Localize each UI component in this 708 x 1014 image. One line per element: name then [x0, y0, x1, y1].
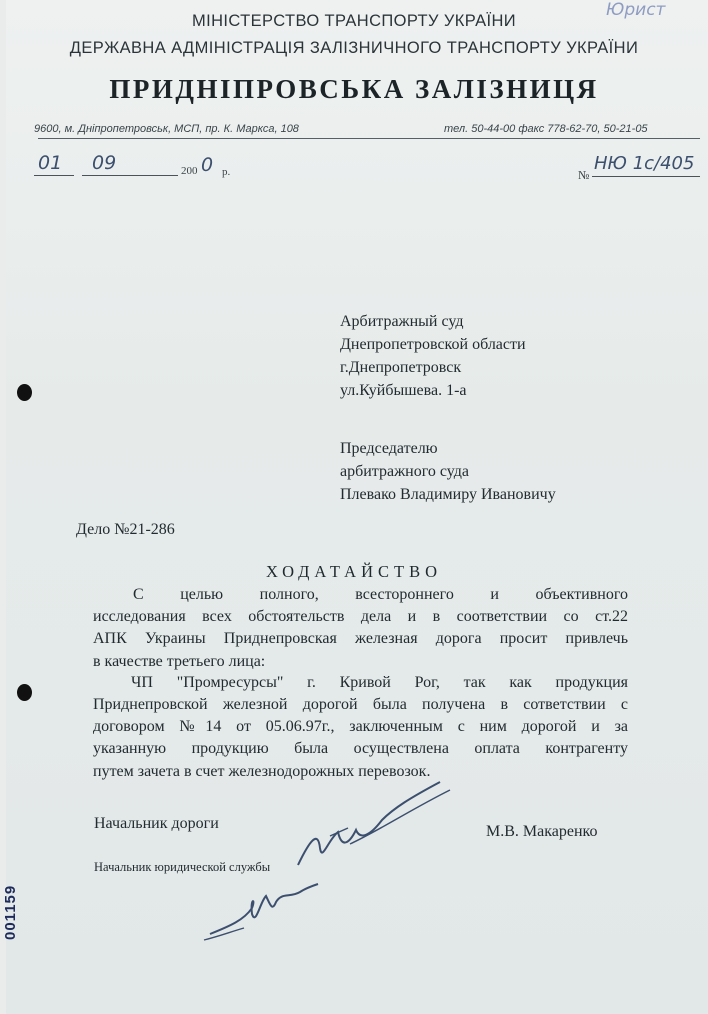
punch-hole-top — [17, 384, 32, 401]
date-year-unit: р. — [222, 166, 231, 178]
body-line: путем зачета в счет железнодорожных перевозок. — [93, 763, 431, 780]
body-line: исследования всех обстоятельств дела и в соответствии со ст.22 — [93, 608, 628, 625]
date-year-prefix: 200 — [181, 165, 198, 177]
number-prefix: № — [578, 168, 590, 182]
railway-name: ПРИДНІПРОВСЬКА ЗАЛІЗНИЦЯ — [109, 74, 599, 104]
chair-court: арбитражного суда — [340, 463, 469, 480]
chief-name: М.В. Макаренко — [486, 823, 598, 840]
chief-title: Начальник дороги — [94, 815, 219, 832]
punch-hole-bottom — [17, 684, 32, 701]
phones: тел. 50-44-00 факс 778-62-70, 50-21-05 — [444, 123, 648, 135]
document-title: ХОДАТАЙСТВО — [266, 562, 442, 581]
header-rule — [38, 138, 700, 139]
number-underline — [592, 176, 700, 177]
address: 9600, м. Дніпропетровськ, МСП, пр. К. Маркса, 108 — [34, 123, 299, 135]
body-line: в качестве третьего лица: — [93, 653, 266, 670]
chair-title: Председателю — [340, 440, 438, 457]
body-line: АПК Украины Приднепровская железная дорога просит привлечь — [93, 630, 628, 647]
date-year-suffix: 0 — [201, 154, 214, 176]
addressee-street: ул.Куйбышева. 1-а — [340, 382, 467, 399]
case-number: Дело №21-286 — [76, 521, 175, 538]
addressee-region: Днепропетровской области — [340, 336, 526, 353]
body-line: указанную продукцию была осуществлена оплата контрагенту — [93, 740, 628, 757]
document-id-stamp: 001159 — [2, 884, 19, 940]
chief-signature — [290, 770, 460, 880]
addressee-court: Арбитражный суд — [340, 313, 464, 330]
body-line: С целью полного, всестороннего и объективного — [133, 586, 628, 603]
date-month-underline — [82, 175, 178, 176]
legal-signature — [200, 868, 320, 948]
body-line: ЧП "Промресурсы" г. Кривой Рог, так как продукция — [131, 674, 628, 691]
date-day: 01 — [38, 152, 63, 174]
body-line: Приднепровской железной дорогой была получена в сответствии с — [93, 696, 628, 713]
legal-title: Начальник юридической службы — [94, 860, 271, 874]
date-day-underline — [34, 175, 74, 176]
ministry-line-2: ДЕРЖАВНА АДМІНІСТРАЦІЯ ЗАЛІЗНИЧНОГО ТРАНСПОРТУ УКРАЇНИ — [69, 39, 639, 57]
ministry-line-1: МІНІСТЕРСТВО ТРАНСПОРТУ УКРАЇНИ — [191, 12, 517, 30]
outgoing-number: НЮ 1с/405 — [594, 153, 695, 174]
corner-handwritten-note: Юрист — [606, 0, 666, 20]
date-month: 09 — [92, 152, 117, 174]
body-line: договором №14 от 05.06.97г., заключенным с ним дорогой и за — [93, 718, 628, 735]
chair-name: Плевако Владимиру Ивановичу — [340, 486, 556, 503]
addressee-city: г.Днепропетровск — [340, 359, 462, 376]
